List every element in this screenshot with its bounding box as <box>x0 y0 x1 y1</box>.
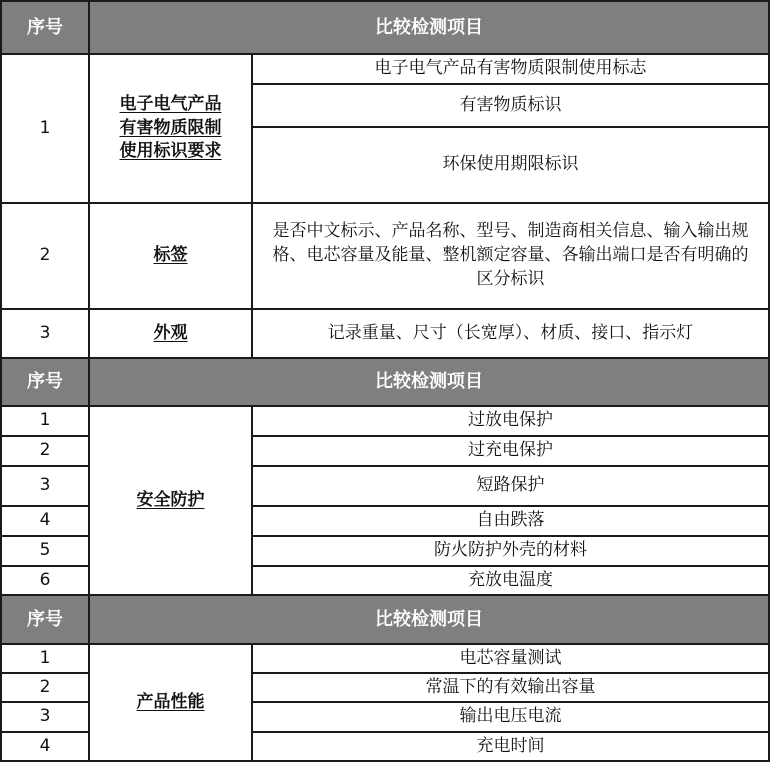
row-number: 4 <box>1 732 89 761</box>
header-no: 序号 <box>1 595 89 644</box>
row-number: 2 <box>1 203 89 309</box>
test-item: 短路保护 <box>252 466 769 506</box>
row-number: 6 <box>1 566 89 595</box>
test-item: 输出电压电流 <box>252 702 769 732</box>
test-item: 过放电保护 <box>252 406 769 436</box>
group-name-line: 标签 <box>153 245 188 266</box>
row-number: 3 <box>1 309 89 358</box>
test-item: 记录重量、尺寸（长宽厚）、材质、接口、指示灯 <box>252 309 769 358</box>
table-row <box>1 203 769 309</box>
table-row <box>1 54 769 84</box>
group-name-line: 外观 <box>153 322 188 343</box>
group-name-line: 有害物质限制 <box>119 117 222 138</box>
test-item: 常温下的有效输出容量 <box>252 673 769 702</box>
test-item: 电芯容量测试 <box>252 644 769 673</box>
header-item: 比较检测项目 <box>89 1 769 54</box>
row-number: 5 <box>1 536 89 566</box>
group-name <box>89 309 252 358</box>
test-item: 充放电温度 <box>252 566 769 595</box>
header-no: 序号 <box>1 1 89 54</box>
test-item: 防火防护外壳的材料 <box>252 536 769 566</box>
header-row <box>1 1 769 54</box>
row-number: 2 <box>1 673 89 702</box>
row-number: 1 <box>1 54 89 203</box>
table-row <box>1 406 769 436</box>
row-number: 2 <box>1 436 89 466</box>
test-item: 电子电气产品有害物质限制使用标志 <box>252 54 769 84</box>
row-number: 4 <box>1 506 89 536</box>
test-item: 环保使用期限标识 <box>252 127 769 203</box>
group-name-line: 安全防护 <box>136 489 205 510</box>
header-item: 比较检测项目 <box>89 358 769 406</box>
test-item: 是否中文标示、产品名称、型号、制造商相关信息、输入输出规格、电芯容量及能量、整机额定容量、各输出端口是否有明确的区分标识 <box>252 203 769 309</box>
row-number: 1 <box>1 644 89 673</box>
group-name-line: 电子电气产品 <box>119 93 222 114</box>
group-name <box>89 406 252 595</box>
group-name-line: 产品性能 <box>136 691 205 712</box>
table-row <box>1 309 769 358</box>
group-name <box>89 54 252 203</box>
row-number: 3 <box>1 702 89 732</box>
header-row <box>1 358 769 406</box>
header-row <box>1 595 769 644</box>
header-no: 序号 <box>1 358 89 406</box>
group-name-line: 使用标识要求 <box>119 141 222 162</box>
test-item: 充电时间 <box>252 732 769 761</box>
table-row <box>1 644 769 673</box>
row-number: 3 <box>1 466 89 506</box>
test-item: 有害物质标识 <box>252 84 769 127</box>
header-item: 比较检测项目 <box>89 595 769 644</box>
group-name <box>89 644 252 761</box>
row-number: 1 <box>1 406 89 436</box>
test-item: 过充电保护 <box>252 436 769 466</box>
test-item: 自由跌落 <box>252 506 769 536</box>
group-name <box>89 203 252 309</box>
